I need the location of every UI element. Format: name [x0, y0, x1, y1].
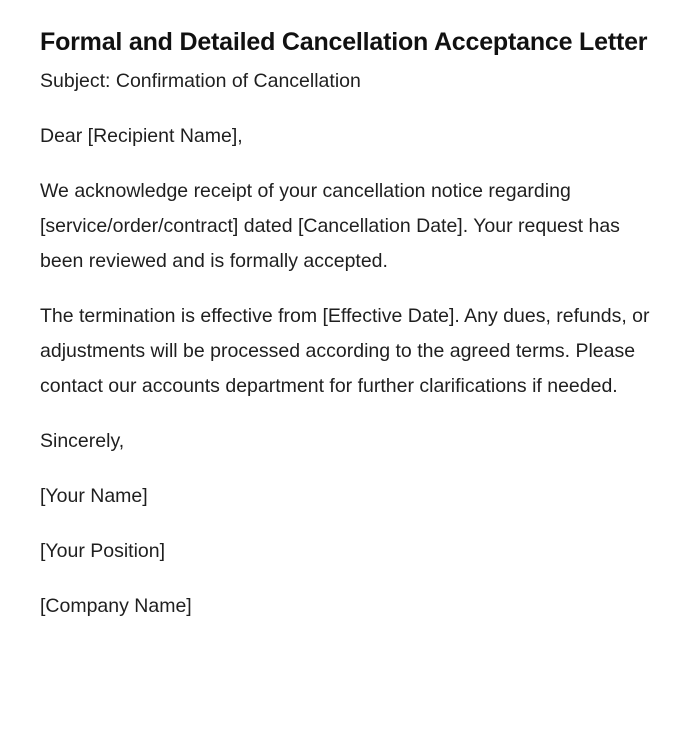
letter-salutation: Dear [Recipient Name], [40, 125, 243, 147]
letter-title: Formal and Detailed Cancellation Acceptance Letter [40, 28, 648, 56]
signature-name: [Your Name] [40, 485, 148, 507]
letter-paragraph-2: The termination is effective from [Effective Date]. Any dues, refunds, or adjustments will be processed according to the agreed terms. Please contact our accounts department for further clarifications if needed. [40, 305, 650, 397]
letter-closing: Sincerely, [40, 430, 125, 452]
signature-company: [Company Name] [40, 595, 192, 617]
letter-paragraph-1: We acknowledge receipt of your cancellation notice regarding [service/order/contract] dated [Cancellation Date]. Your request has been reviewed and is formally accepted. [40, 180, 620, 272]
signature-position: [Your Position] [40, 540, 166, 562]
letter-subject: Subject: Confirmation of Cancellation [40, 70, 361, 92]
